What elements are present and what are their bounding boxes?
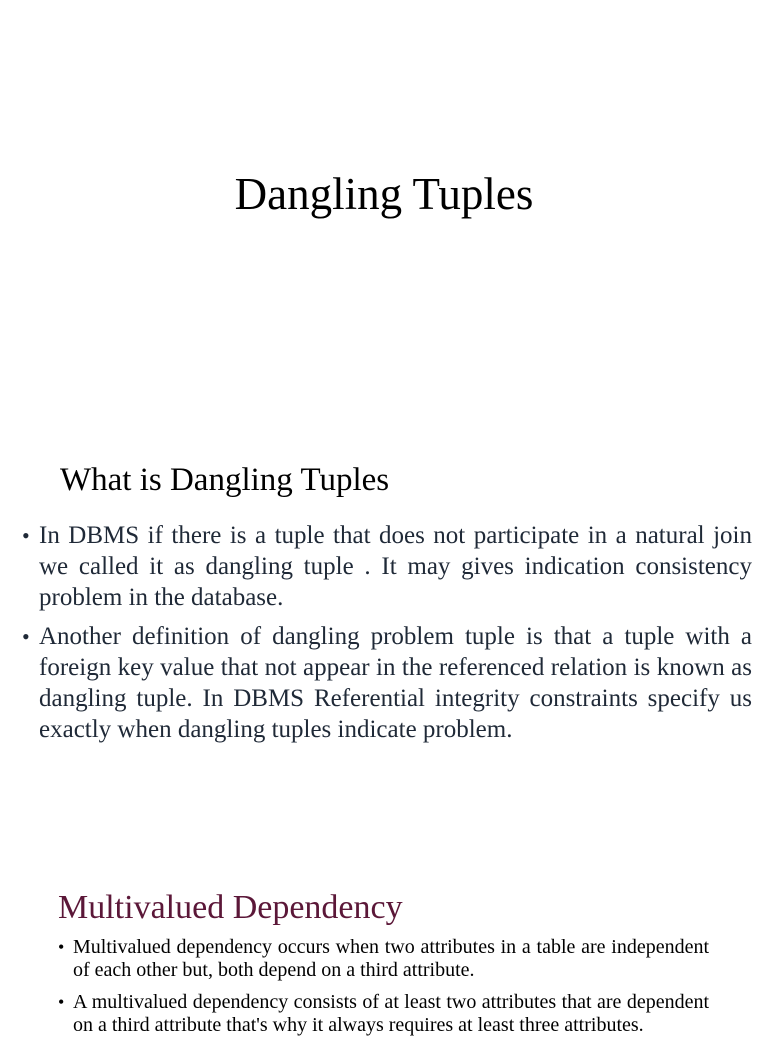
bullet-item: [22, 621, 752, 745]
bullet-text: Multivalued dependency occurs when two attributes in a table are independent of each other but, both depend on a third attribute.: [73, 936, 709, 981]
bullet-item: [22, 520, 752, 613]
bullet-text: A multivalued dependency consists of at least two attributes that are dependent on a third attribute that's why it always requires at least three attributes.: [73, 991, 709, 1036]
bullet-list: [22, 520, 752, 753]
bullet-text: Another definition of dangling problem tuple is that a tuple with a foreign key value that not appear in the referenced relation is known as dangling tuple. In DBMS Referential integrity constraints specify us exactly when dangling tuples indicate problem.: [39, 623, 752, 743]
bullet-icon: •: [22, 523, 30, 548]
bullet-icon: •: [58, 992, 65, 1012]
bullet-list: [58, 936, 709, 1046]
slide-heading: What is Dangling Tuples: [60, 462, 390, 498]
slide-dangling-tuples: [0, 384, 768, 830]
bullet-item: [58, 991, 709, 1037]
bullet-text: In DBMS if there is a tuple that does not participate in a natural join we called it as dangling tuple . It may gives indication consistency problem in the database.: [39, 522, 752, 611]
bullet-icon: •: [58, 937, 65, 957]
slide-title: [0, 0, 768, 384]
bullet-item: [58, 936, 709, 982]
bullet-icon: •: [22, 624, 30, 649]
slide-heading: Multivalued Dependency: [58, 889, 403, 926]
slide-multivalued-dependency: [0, 830, 768, 1036]
slide-title-text: Dangling Tuples: [234, 169, 534, 219]
